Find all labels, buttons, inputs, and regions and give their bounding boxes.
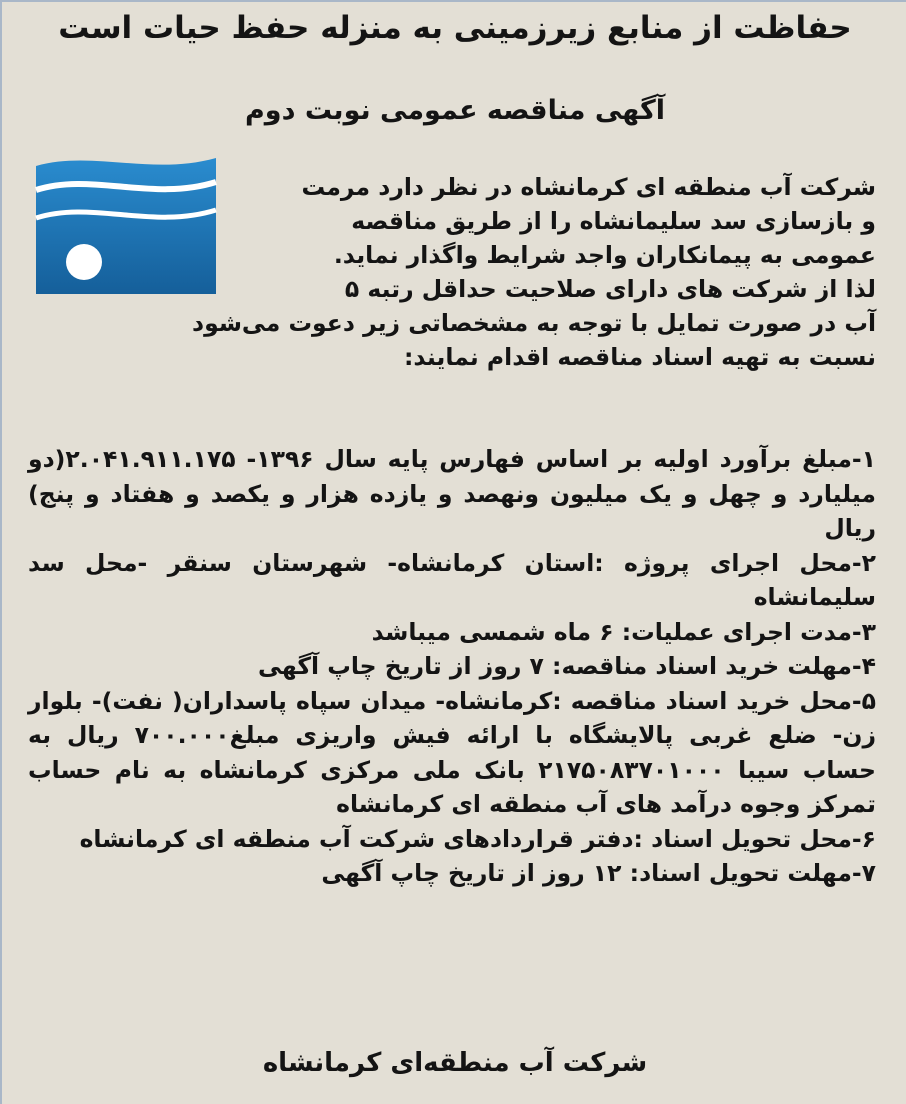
issuer-signature: شرکت آب منطقه‌ای کرمانشاه [262,1048,648,1078]
list-item: ۵-محل خرید اسناد مناقصه :کرمانشاه- میدان سپاه پاسداران( نفت)- بلوار زن- ضلع غربی پالایشگاه با ارائه فیش واریزی مبلغ۷۰۰.۰۰۰ ریال به حساب سیبا ۲۱۷۵۰۸۳۷۰۱۰۰۰ بانک ملی مرکزی کرمانشاه به نام حساب تمرکز وجوه درآمد های آب منطقه ای کرمانشاه [28,686,876,818]
intro-paragraph [28,170,876,374]
intro-line: عمومی به پیمانکاران واجد شرایط واگذار نماید. [333,241,876,269]
slogan-heading: حفاظت از منابع زیرزمینی به منزله حفظ حیات است [58,10,852,46]
list-item: ۷-مهلت تحویل اسناد: ۱۲ روز از تاریخ چاپ آگهی [321,859,876,887]
intro-line: شرکت آب منطقه ای کرمانشاه در نظر دارد مرمت [301,173,876,201]
intro-line: لذا از شرکت های دارای صلاحیت حداقل رتبه ۵ [344,275,876,303]
list-item: ۶-محل تحویل اسناد :دفتر قراردادهای شرکت آب منطقه ای کرمانشاه [79,824,876,853]
list-item: ۱-مبلغ برآورد اولیه بر اساس فهارس پایه سال ۱۳۹۶- ۲.۰۴۱.۹۱۱.۱۷۵(دو میلیارد و چهل و یک میلیون ونهصد و یازده هزار و یکصد و هفتاد و پنج) ریال [28,445,877,542]
list-item: ۲-محل اجرای پروژه :استان کرمانشاه- شهرستان سنقر -محل سد سلیمانشاه [28,548,876,611]
list-item: ۳-مدت اجرای عملیات: ۶ ماه شمسی میباشد [371,617,876,646]
intro-line: آب در صورت تمایل با توجه به مشخصاتی زیر دعوت می‌شود [192,309,876,337]
tender-conditions-list [28,442,876,891]
notice-title: آگهی مناقصه عمومی نوبت دوم [245,95,665,126]
list-item: ۴-مهلت خرید اسناد مناقصه: ۷ روز از تاریخ چاپ آگهی [258,652,876,680]
intro-line: نسبت به تهیه اسناد مناقصه اقدام نمایند: [403,343,876,371]
intro-line: و بازسازی سد سلیمانشاه را از طریق مناقصه [351,207,876,235]
